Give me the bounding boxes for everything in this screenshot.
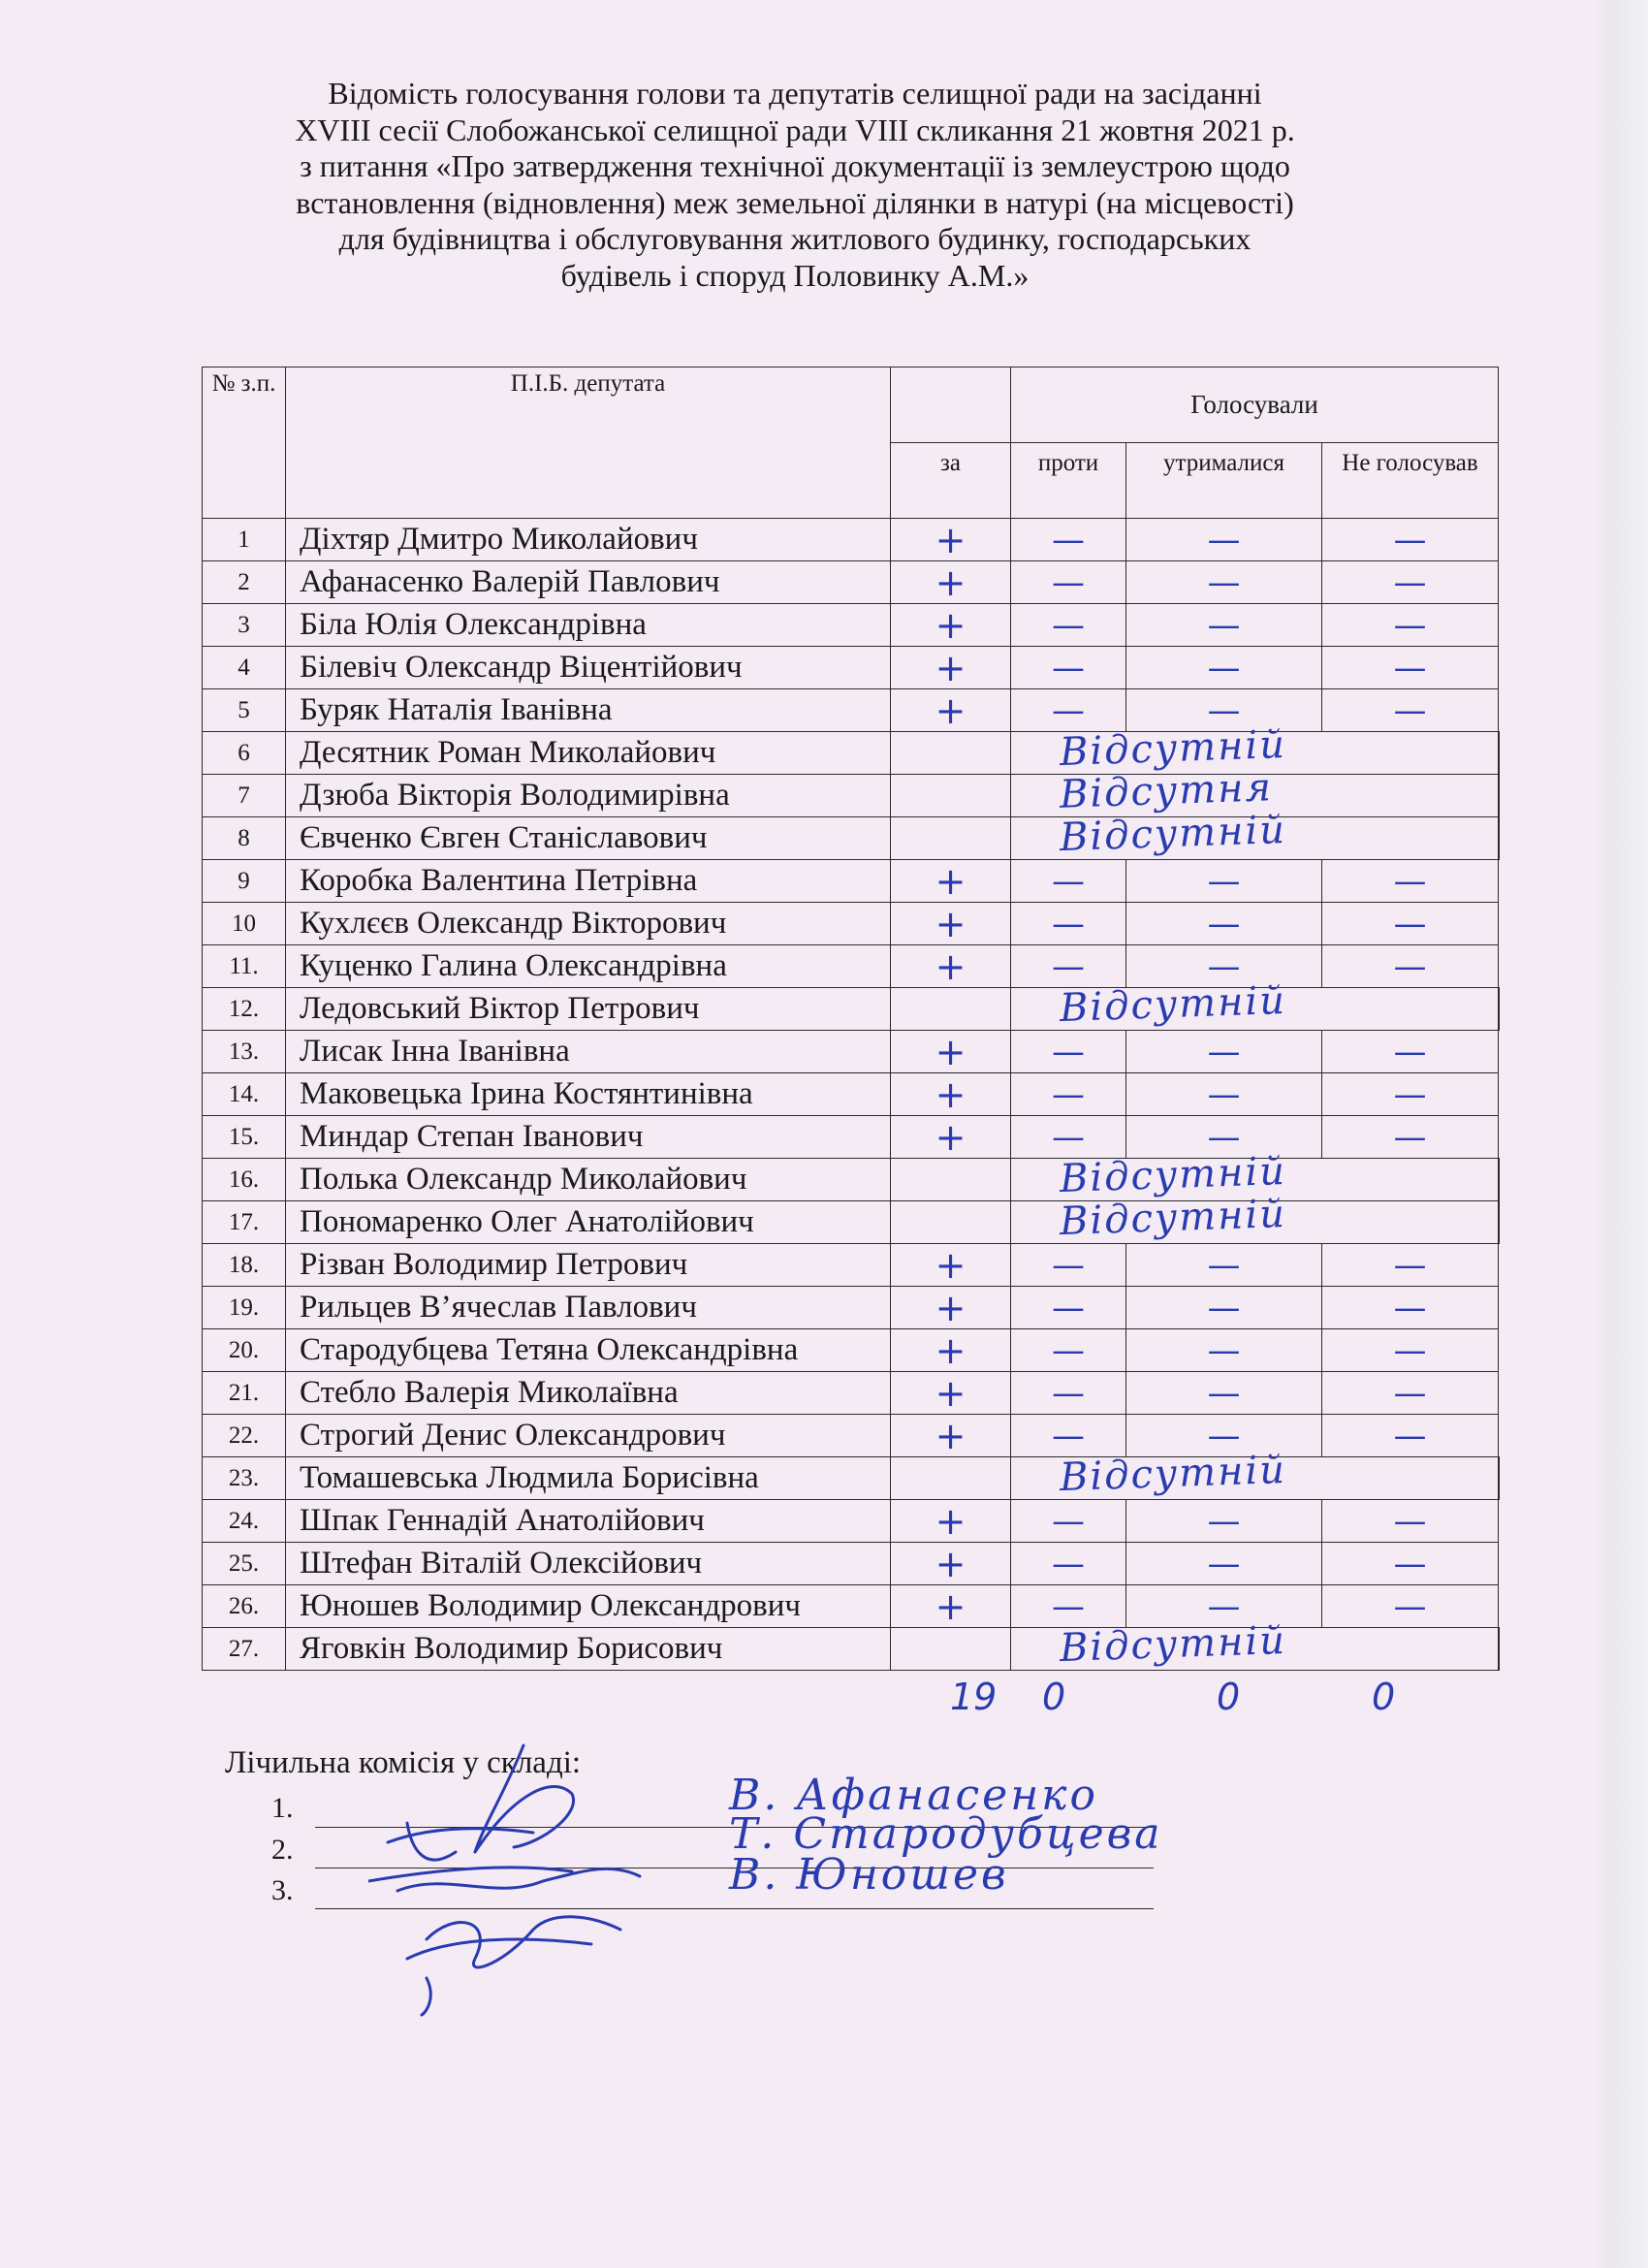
vote-ne-holosuvav-mark: —	[1322, 604, 1499, 647]
total-ne-holosuvav: 0	[1372, 1676, 1396, 1718]
vote-ne-holosuvav-mark: —	[1322, 689, 1499, 732]
vote-za-mark: +	[891, 1415, 1011, 1457]
deputy-name: Миндар Степан Іванович	[286, 1116, 891, 1159]
vote-proty-mark: —	[1011, 903, 1126, 945]
commission-label: Лічильна комісія у складі:	[225, 1745, 582, 1780]
vote-utrymalys-mark: —	[1126, 561, 1322, 604]
vote-proty-mark: —	[1011, 647, 1126, 689]
absent-note: Відсутній	[1059, 807, 1287, 861]
vote-ne-holosuvav-cell	[1499, 1201, 1500, 1244]
table-row	[203, 1457, 1500, 1500]
row-number: 11.	[203, 945, 286, 988]
vote-proty-mark: —	[1011, 561, 1126, 604]
vote-ne-holosuvav-mark: —	[1322, 1329, 1499, 1372]
vote-ne-holosuvav-cell	[1499, 1628, 1500, 1671]
absent-note: Відсутня	[1059, 765, 1274, 817]
table-row	[203, 1287, 1500, 1329]
vote-za-cell	[891, 775, 1011, 817]
table-row	[203, 1500, 1500, 1543]
vote-za-mark: +	[891, 689, 1011, 732]
table-row	[203, 1244, 1500, 1287]
row-number: 6	[203, 732, 286, 775]
signatory-number: 2.	[271, 1834, 294, 1866]
vote-utrymalys-mark: —	[1126, 1415, 1322, 1457]
title-line: для будівництва і обслуговування житлового будинку, господарських	[338, 221, 1252, 256]
deputy-name: Шпак Геннадій Анатолійович	[286, 1500, 891, 1543]
vote-utrymalys-mark: —	[1126, 1244, 1322, 1287]
vote-proty-mark: —	[1011, 1287, 1126, 1329]
row-number: 4	[203, 647, 286, 689]
deputy-name: Юношев Володимир Олександрович	[286, 1585, 891, 1628]
vote-za-cell	[891, 1201, 1011, 1244]
signature-stroke	[475, 1745, 574, 1852]
vote-proty-mark: —	[1011, 604, 1126, 647]
absent-note-cell	[1011, 807, 1499, 861]
signature-stroke	[368, 1868, 640, 1891]
vote-ne-holosuvav-mark: —	[1322, 1543, 1499, 1585]
row-number: 26.	[203, 1585, 286, 1628]
vote-utrymalys-mark: —	[1126, 647, 1322, 689]
deputy-name: Ледовський Віктор Петрович	[286, 988, 891, 1031]
deputy-name: Різван Володимир Петрович	[286, 1244, 891, 1287]
vote-proty-mark: —	[1011, 1329, 1126, 1372]
table-row	[203, 647, 1500, 689]
vote-ne-holosuvav-mark: —	[1322, 860, 1499, 903]
vote-ne-holosuvav-cell	[1499, 1457, 1500, 1500]
table-row	[203, 988, 1500, 1031]
absent-note: Відсутній	[1059, 977, 1287, 1032]
signatory-name: Т. Стародубцева	[729, 1809, 1163, 1859]
table-row	[203, 604, 1500, 647]
deputy-name: Десятник Роман Миколайович	[286, 732, 891, 775]
voting-table	[202, 367, 1500, 1671]
table-row	[203, 732, 1500, 775]
header-num	[203, 367, 286, 519]
row-number: 23.	[203, 1457, 286, 1500]
handwritten-signatures	[368, 1736, 737, 2017]
vote-proty-mark: —	[1011, 1543, 1126, 1585]
vote-ne-holosuvav-cell	[1499, 817, 1500, 860]
table-row	[203, 1159, 1500, 1201]
row-number: 20.	[203, 1329, 286, 1372]
row-number: 21.	[203, 1372, 286, 1415]
vote-proty-mark: —	[1011, 1500, 1126, 1543]
vote-za-cell	[891, 988, 1011, 1031]
vote-ne-holosuvav-cell	[1499, 988, 1500, 1031]
title-line: XVIII сесії Слобожанської селищної ради VIII скликання 21 жовтня 2021 р.	[295, 112, 1295, 147]
vote-ne-holosuvav-mark: —	[1322, 1031, 1499, 1073]
vote-utrymalys-mark: —	[1126, 689, 1322, 732]
signature-stroke	[388, 1823, 533, 1860]
vote-za-cell	[891, 817, 1011, 860]
row-number: 12.	[203, 988, 286, 1031]
vote-ne-holosuvav-mark: —	[1322, 945, 1499, 988]
vote-proty-mark: —	[1011, 1031, 1126, 1073]
vote-utrymalys-mark: —	[1126, 519, 1322, 561]
vote-proty-mark: —	[1011, 519, 1126, 561]
deputy-name: Євченко Євген Станіславович	[286, 817, 891, 860]
row-number: 19.	[203, 1287, 286, 1329]
vote-ne-holosuvav-cell	[1499, 775, 1500, 817]
header-blank	[891, 367, 1011, 443]
deputy-name: Буряк Наталія Іванівна	[286, 689, 891, 732]
vote-ne-holosuvav-cell	[1499, 732, 1500, 775]
title-line: Відомість голосування голови та депутатів селищної ради на засіданні	[328, 76, 1262, 111]
vote-proty-mark: —	[1011, 945, 1126, 988]
vote-utrymalys-mark: —	[1126, 903, 1322, 945]
vote-ne-holosuvav-mark: —	[1322, 519, 1499, 561]
vote-utrymalys-mark: —	[1126, 1500, 1322, 1543]
deputy-name: Афанасенко Валерій Павлович	[286, 561, 891, 604]
deputy-name: Білевіч Олександр Віцентійович	[286, 647, 891, 689]
row-number: 16.	[203, 1159, 286, 1201]
vote-utrymalys-mark: —	[1126, 1543, 1322, 1585]
vote-utrymalys-mark: —	[1126, 1287, 1322, 1329]
vote-ne-holosuvav-cell	[1499, 1159, 1500, 1201]
table-row	[203, 1628, 1500, 1671]
table-row	[203, 689, 1500, 732]
row-number: 13.	[203, 1031, 286, 1073]
vote-utrymalys-mark: —	[1126, 860, 1322, 903]
vote-za-cell	[891, 1628, 1011, 1671]
deputy-name: Стебло Валерія Миколаївна	[286, 1372, 891, 1415]
row-number: 1	[203, 519, 286, 561]
vote-ne-holosuvav-mark: —	[1322, 1073, 1499, 1116]
vote-za-mark: +	[891, 1585, 1011, 1628]
vote-utrymalys-mark: —	[1126, 1116, 1322, 1159]
deputy-name: Коробка Валентина Петрівна	[286, 860, 891, 903]
deputy-name: Дзюба Вікторія Володимирівна	[286, 775, 891, 817]
table-row	[203, 817, 1500, 860]
table-row	[203, 860, 1500, 903]
table-row	[203, 1329, 1500, 1372]
title-line: будівель і споруд Половинку А.М.»	[560, 257, 1030, 293]
table-row	[203, 1372, 1500, 1415]
signatory-name: В. Афанасенко	[729, 1771, 1098, 1820]
row-number: 3	[203, 604, 286, 647]
deputy-name: Біла Юлія Олександрівна	[286, 604, 891, 647]
header-utrymalys: утрималися	[1126, 443, 1322, 519]
vote-utrymalys-mark: —	[1126, 1031, 1322, 1073]
table-row	[203, 1585, 1500, 1628]
vote-utrymalys-mark: —	[1126, 1372, 1322, 1415]
vote-za-mark: +	[891, 1543, 1011, 1585]
vote-proty-mark: —	[1011, 1244, 1126, 1287]
table-row	[203, 1201, 1500, 1244]
header-name: П.І.Б. депутата	[286, 367, 891, 519]
vote-utrymalys-mark: —	[1126, 1585, 1322, 1628]
absent-note: Відсутній	[1059, 721, 1287, 776]
absent-note-cell	[1011, 977, 1499, 1032]
absent-note: Відсутній	[1059, 1447, 1287, 1501]
vote-za-cell	[891, 1159, 1011, 1201]
vote-za-mark: +	[891, 903, 1011, 945]
table-row	[203, 561, 1500, 604]
row-number: 14.	[203, 1073, 286, 1116]
table-row	[203, 519, 1500, 561]
row-number: 5	[203, 689, 286, 732]
header-za: за	[891, 443, 1011, 519]
signature-stroke	[427, 1917, 620, 1967]
vote-za-mark: +	[891, 1500, 1011, 1543]
table-row	[203, 775, 1500, 817]
vote-za-mark: +	[891, 1329, 1011, 1372]
table-row	[203, 1543, 1500, 1585]
deputy-name: Строгий Денис Олександрович	[286, 1415, 891, 1457]
signatory-number: 3.	[271, 1874, 294, 1906]
deputy-name: Полька Олександр Миколайович	[286, 1159, 891, 1201]
header-ne-holosuvav: Не голосував	[1322, 443, 1499, 519]
deputy-name: Томашевська Людмила Борисівна	[286, 1457, 891, 1500]
deputy-name: Стародубцева Тетяна Олександрівна	[286, 1329, 891, 1372]
vote-za-mark: +	[891, 561, 1011, 604]
total-utrymalys: 0	[1217, 1676, 1241, 1718]
header-num-label: № з.п.	[211, 370, 276, 397]
vote-za-cell	[891, 1457, 1011, 1500]
vote-proty-mark: —	[1011, 1116, 1126, 1159]
vote-utrymalys-mark: —	[1126, 1073, 1322, 1116]
absent-note: Відсутній	[1059, 1191, 1287, 1245]
vote-za-mark: +	[891, 1031, 1011, 1073]
absent-note-cell	[1011, 1191, 1499, 1245]
deputy-name: Діхтяр Дмитро Миколайович	[286, 519, 891, 561]
vote-za-mark: +	[891, 519, 1011, 561]
vote-za-mark: +	[891, 1073, 1011, 1116]
vote-za-mark: +	[891, 647, 1011, 689]
header-proty: проти	[1011, 443, 1126, 519]
total-za: 19	[950, 1676, 998, 1718]
table-row	[203, 903, 1500, 945]
page-edge	[1594, 0, 1648, 2268]
title-line: з питання «Про затвердження технічної документації із землеустрою щодо	[300, 148, 1290, 183]
row-number: 15.	[203, 1116, 286, 1159]
table-row	[203, 1031, 1500, 1073]
document-title	[174, 76, 1415, 294]
vote-proty-mark: —	[1011, 1073, 1126, 1116]
signatory-number: 1.	[271, 1792, 294, 1824]
row-number: 17.	[203, 1201, 286, 1244]
vote-ne-holosuvav-mark: —	[1322, 647, 1499, 689]
row-number: 8	[203, 817, 286, 860]
row-number: 18.	[203, 1244, 286, 1287]
vote-za-mark: +	[891, 1244, 1011, 1287]
vote-ne-holosuvav-mark: —	[1322, 1116, 1499, 1159]
vote-za-mark: +	[891, 945, 1011, 988]
row-number: 7	[203, 775, 286, 817]
deputy-name: Кухлєєв Олександр Вікторович	[286, 903, 891, 945]
row-number: 27.	[203, 1628, 286, 1671]
vote-ne-holosuvav-mark: —	[1322, 1372, 1499, 1415]
vote-utrymalys-mark: —	[1126, 945, 1322, 988]
row-number: 2	[203, 561, 286, 604]
vote-proty-mark: —	[1011, 1415, 1126, 1457]
vote-ne-holosuvav-mark: —	[1322, 1244, 1499, 1287]
row-number: 24.	[203, 1500, 286, 1543]
header-voted: Голосували	[1011, 367, 1499, 443]
vote-ne-holosuvav-mark: —	[1322, 561, 1499, 604]
table-row	[203, 1415, 1500, 1457]
vote-ne-holosuvav-mark: —	[1322, 1415, 1499, 1457]
vote-proty-mark: —	[1011, 1372, 1126, 1415]
vote-ne-holosuvav-mark: —	[1322, 1287, 1499, 1329]
row-number: 25.	[203, 1543, 286, 1585]
row-number: 9	[203, 860, 286, 903]
vote-proty-mark: —	[1011, 860, 1126, 903]
table-row	[203, 945, 1500, 988]
vote-proty-mark: —	[1011, 689, 1126, 732]
total-proty: 0	[1042, 1676, 1066, 1718]
deputy-name: Лисак Інна Іванівна	[286, 1031, 891, 1073]
signature-stroke	[407, 1939, 591, 2015]
vote-za-mark: +	[891, 1372, 1011, 1415]
title-line: встановлення (відновлення) меж земельної ділянки в натурі (на місцевості)	[296, 184, 1294, 220]
vote-za-mark: +	[891, 1116, 1011, 1159]
deputy-name: Пономаренко Олег Анатолійович	[286, 1201, 891, 1244]
vote-utrymalys-mark: —	[1126, 1329, 1322, 1372]
vote-ne-holosuvav-mark: —	[1322, 903, 1499, 945]
table-row	[203, 1116, 1500, 1159]
row-number: 22.	[203, 1415, 286, 1457]
table-row	[203, 1073, 1500, 1116]
vote-za-mark: +	[891, 1287, 1011, 1329]
deputy-name: Рильцев В’ячеслав Павлович	[286, 1287, 891, 1329]
signatory-name: В. Юношев	[729, 1850, 1009, 1900]
deputy-name: Штефан Віталій Олексійович	[286, 1543, 891, 1585]
absent-note: Відсутній	[1059, 1148, 1287, 1202]
absent-note-cell	[1011, 1617, 1499, 1672]
vote-za-mark: +	[891, 604, 1011, 647]
vote-za-cell	[891, 732, 1011, 775]
vote-ne-holosuvav-mark: —	[1322, 1585, 1499, 1628]
vote-proty-mark: —	[1011, 1585, 1126, 1628]
deputy-name: Куценко Галина Олександрівна	[286, 945, 891, 988]
absent-note: Відсутній	[1059, 1617, 1287, 1672]
vote-ne-holosuvav-mark: —	[1322, 1500, 1499, 1543]
vote-za-mark: +	[891, 860, 1011, 903]
vote-utrymalys-mark: —	[1126, 604, 1322, 647]
deputy-name: Маковецька Ірина Костянтинівна	[286, 1073, 891, 1116]
vote-totals	[0, 1676, 1648, 1724]
deputy-name: Яговкін Володимир Борисович	[286, 1628, 891, 1671]
row-number: 10	[203, 903, 286, 945]
absent-note-cell	[1011, 1447, 1499, 1501]
